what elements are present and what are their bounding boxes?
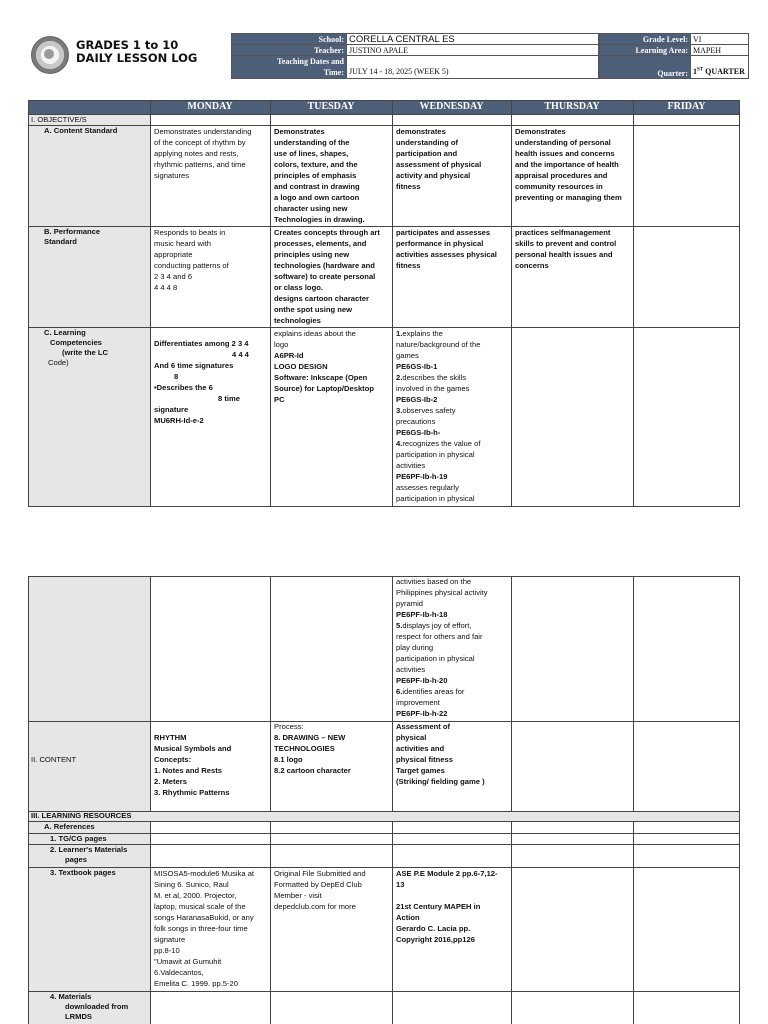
textbook-pages-label: 3. Textbook pages: [50, 868, 116, 877]
textbook-monday: MISOSA5-module6 Musika at Sining 6. Sunico, Raul M. et al, 2000. Projector, laptop, musical scale of the songs HaranasaBukid, or any folk songs in three-four time signature pp.8-10 "Umawit at Gumuhit 6.Valdecantos, Emelita C. 1999. pp.5-20: [154, 869, 255, 988]
competencies-line2: Competencies: [50, 338, 102, 347]
competencies-monday: Differentiates among 2 3 4 4 4 4 And 6 time signatures 8 •Describes the 6 8 time signature MU6RH-Id-e-2: [154, 339, 249, 425]
header-left-table: [231, 33, 599, 79]
content-wednesday: Assessment of physical activities and physical fitness Target games (Striking/ fielding game ): [396, 722, 485, 786]
area-value: MAPEH: [691, 45, 749, 56]
form-title-line2: DAILY LESSON LOG: [76, 51, 198, 65]
textbook-tuesday: Original File Submitted and Formatted by DepEd Club Member - visit depedclub.com for more: [274, 869, 366, 911]
quarter-label: Quarter:: [600, 56, 691, 79]
lrmds-label: 4. Materials downloaded from LRMDS: [50, 992, 129, 1021]
label-column-shade-2: [28, 576, 150, 1024]
textbook-wednesday: ASE P.E Module 2 pp.6-7,12- 13 21st Century MAPEH in Action Gerardo C. Lacia pp. Copyright 2016,pp126: [396, 869, 498, 944]
content-tuesday: Process: 8. DRAWING – NEW TECHNOLOGIES 8.1 logo 8.2 cartoon character: [274, 722, 351, 775]
teacher-label: Teacher:: [232, 45, 347, 56]
dates-value: JULY 14 - 18, 2025 (WEEK 5): [347, 56, 599, 79]
performance-standard-label: [44, 227, 100, 247]
competencies-label: [44, 328, 108, 368]
content-label: II. CONTENT: [31, 755, 77, 764]
school-value: CORELLA CENTRAL ES: [347, 34, 599, 45]
content-standard-wednesday: demonstrates understanding of participation and assessment of physical activity and physical fitness: [396, 127, 482, 191]
label-column-shade: [28, 114, 150, 507]
resources-label: III. LEARNING RESOURCES: [31, 811, 132, 820]
performance-standard-tuesday: Creates concepts through art processes, elements, and principles using new technologies (hardware and software) to create personal or class logo. designs cartoon character onthe spot using new technologies: [274, 228, 380, 325]
content-standard-label: A. Content Standard: [44, 126, 118, 135]
content-standard-tuesday: Demonstrates understanding of the use of lines, shapes, colors, texture, and the principles of emphasis and contrast in drawing a logo and own cartoon character using new Technologies in drawing.: [274, 127, 365, 224]
tg-pages-label: 1. TG/CG pages: [50, 834, 107, 843]
school-label: School:: [232, 34, 347, 45]
references-label: A. References: [44, 822, 95, 831]
day-friday: FRIDAY: [667, 101, 706, 112]
day-wednesday: WEDNESDAY: [419, 101, 484, 112]
quarter-value: [691, 56, 749, 79]
competencies-wednesday-continued: activities based on the Philippines physical activity pyramid PE6PF-Ib-h-18 5.displays joy of effort, respect for others and fair play during participation in physical activities PE6PF-Ib-h-20 6.identifies areas for improvement PE6PF-Ib-h-22: [396, 577, 488, 718]
form-title-line1: GRADES 1 to 10: [76, 38, 179, 52]
day-monday: MONDAY: [187, 101, 233, 112]
header-right-table: [599, 33, 749, 79]
area-label: Learning Area:: [600, 45, 691, 56]
quarter-number: 1: [693, 67, 697, 76]
form-title: [76, 39, 197, 65]
teacher-value: JUSTINO APALE: [347, 45, 599, 56]
performance-standard-monday: Responds to beats in music heard with appropriate conducting patterns of 2 3 4 and 6 4 4 4 8: [154, 228, 229, 292]
content-standard-thursday: Demonstrates understanding of personal health issues and concerns and the importance of health appraisal procedures and community resources in preventing or managing them: [515, 127, 622, 202]
competencies-tuesday: explains ideas about the logo A6PR-Id LOGO DESIGN Software: Inkscape (Open Source) for Laptop/Desktop PC: [274, 329, 374, 404]
competencies-line4: Code): [48, 358, 69, 367]
deped-seal-logo: [31, 36, 69, 74]
day-tuesday: TUESDAY: [307, 101, 355, 112]
day-thursday: THURSDAY: [544, 101, 600, 112]
resources-row-shade: [28, 811, 740, 821]
performance-standard-thursday: practices selfmanagement skills to prevent and control personal health issues and concerns: [515, 228, 617, 270]
grade-label: Grade Level:: [600, 34, 691, 45]
performance-standard-line2: Standard: [44, 237, 77, 246]
quarter-suffix: ST: [697, 67, 704, 73]
lesson-table-part1: [28, 100, 740, 507]
competencies-line3: (write the LC: [62, 348, 108, 357]
content-standard-monday: Demonstrates understanding of the concept of rhythm by applying notes and rests, rhythmic patterns, and time signatures: [154, 127, 252, 180]
competencies-wednesday: 1.explains the nature/background of the games PE6GS-Ib-1 2.describes the skills involved in the games PE6GS-Ib-2 3.observes safety precautions PE6GS-Ib-h- 4.recognizes the value of participation in physical activities PE6PF-Ib-h-19 assesses regularly participation in physical: [396, 329, 481, 503]
dates-label-line2: Time:: [323, 68, 344, 77]
dates-label-line1: Teaching Dates and: [277, 57, 344, 66]
quarter-word: QUARTER: [703, 67, 745, 76]
learner-materials-label: 2. Learner's Materials pages: [50, 845, 128, 864]
lesson-table-part2: [28, 576, 740, 1024]
competencies-line1: C. Learning: [44, 328, 86, 337]
content-monday: RHYTHM Musical Symbols and Concepts: 1. Notes and Rests 2. Meters 3. Rhythmic Patterns: [154, 733, 232, 797]
objectives-label: I. OBJECTIVE/S: [31, 115, 87, 124]
dates-label: [232, 56, 347, 79]
performance-standard-wednesday: participates and assesses performance in physical activities assesses physical fitness: [396, 228, 497, 270]
grade-value: VI: [691, 34, 749, 45]
performance-standard-line1: B. Performance: [44, 227, 101, 236]
